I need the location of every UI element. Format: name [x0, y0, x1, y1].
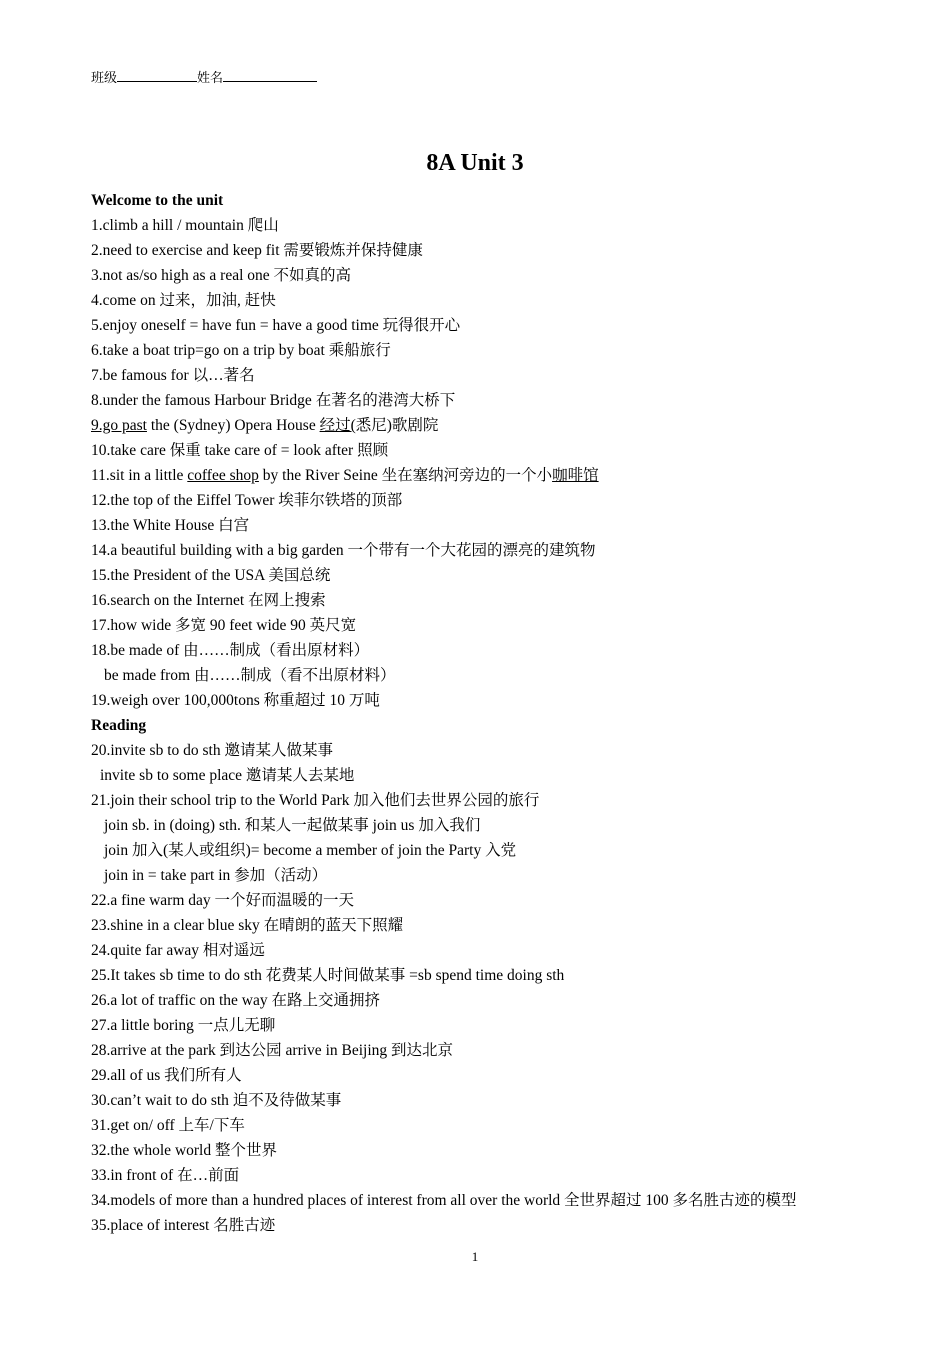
vocab-item: 2.need to exercise and keep fit 需要锻炼并保持健康	[91, 242, 423, 259]
vocab-item: 12.the top of the Eiffel Tower 埃菲尔铁塔的顶部	[91, 492, 403, 509]
vocab-item: 21.join their school trip to the World Park 加入他们去世界公园的旅行	[91, 792, 540, 809]
underlined-phrase: 9.go past	[91, 417, 147, 434]
vocab-item: 15.the President of the USA 美国总统	[91, 567, 331, 584]
page-number: 1	[471, 1249, 479, 1264]
vocab-item: 31.get on/ off 上车/下车	[91, 1117, 245, 1134]
vocab-item: 13.the White House 白宫	[91, 517, 250, 534]
vocab-item: 33.in front of 在…前面	[91, 1167, 240, 1184]
vocab-item: 8.under the famous Harbour Bridge 在著名的港湾大桥下	[91, 392, 456, 409]
vocab-item: 16.search on the Internet 在网上搜索	[91, 592, 326, 609]
vocab-item: 14.a beautiful building with a big garden 一个带有一个大花园的漂亮的建筑物	[91, 542, 596, 559]
class-blank[interactable]	[117, 68, 197, 82]
vocab-item: 20.invite sb to do sth 邀请某人做某事	[91, 742, 333, 759]
vocab-item: join 加入(某人或组织)= become a member of join the Party 入党	[104, 842, 517, 859]
vocab-item: join in = take part in 参加（活动）	[104, 867, 328, 884]
vocab-item: 27.a little boring 一点儿无聊	[91, 1017, 276, 1034]
vocab-item: be made from 由……制成（看不出原材料）	[104, 667, 396, 684]
section-heading: Welcome to the unit	[91, 192, 224, 209]
vocab-item: 6.take a boat trip=go on a trip by boat 乘船旅行	[91, 342, 391, 359]
vocab-item: 32.the whole world 整个世界	[91, 1142, 277, 1159]
underlined-phrase: 咖啡馆	[552, 467, 599, 484]
vocab-item: 22.a fine warm day 一个好而温暖的一天	[91, 892, 355, 909]
vocab-item: 17.how wide 多宽 90 feet wide 90 英尺宽	[91, 617, 357, 634]
vocab-item: 24.quite far away 相对遥远	[91, 942, 265, 959]
vocab-item: 7.be famous for 以…著名	[91, 367, 255, 384]
vocab-item: 28.arrive at the park 到达公园 arrive in Beijing 到达北京	[91, 1042, 454, 1059]
page-title: 8A Unit 3	[426, 150, 524, 176]
vocab-item: 34.models of more than a hundred places of interest from all over the world 全世界超过 100 多名胜古迹的模型	[91, 1192, 797, 1209]
vocab-item: 25.It takes sb time to do sth 花费某人时间做某事 =sb spend time doing sth	[91, 967, 565, 984]
underlined-phrase: 经过(	[319, 417, 356, 434]
vocab-item: 1.climb a hill / mountain 爬山	[91, 217, 279, 234]
vocab-item: 23.shine in a clear blue sky 在晴朗的蓝天下照耀	[91, 917, 404, 934]
vocab-item: invite sb to some place 邀请某人去某地	[100, 767, 355, 784]
vocab-item: 35.place of interest 名胜古迹	[91, 1217, 276, 1234]
vocab-item: 5.enjoy oneself = have fun = have a good time 玩得很开心	[91, 317, 461, 334]
vocab-item: 18.be made of 由……制成（看出原材料）	[91, 642, 370, 659]
class-label: 班级	[91, 70, 118, 85]
phrase-text: by the River Seine 坐在塞纳河旁边的一个小	[258, 467, 553, 484]
vocab-item: 3.not as/so high as a real one 不如真的高	[91, 267, 352, 284]
vocab-item: 29.all of us 我们所有人	[91, 1067, 242, 1084]
name-label: 姓名	[197, 70, 224, 85]
vocab-item	[91, 463, 921, 488]
phrase-text: 悉尼)歌剧院	[355, 417, 439, 434]
vocab-item: 26.a lot of traffic on the way 在路上交通拥挤	[91, 992, 380, 1009]
vocab-item: 4.come on 过来，加油, 赶快	[91, 292, 276, 309]
vocabulary-list	[91, 188, 921, 1238]
underlined-phrase: coffee shop	[187, 467, 259, 484]
vocab-item: 30.can’t wait to do sth 迫不及待做某事	[91, 1092, 342, 1109]
name-blank[interactable]	[223, 68, 317, 82]
vocab-item: 19.weigh over 100,000tons 称重超过 10 万吨	[91, 692, 380, 709]
section-heading: Reading	[91, 717, 147, 734]
phrase-text: 11.sit in a little	[91, 467, 188, 484]
vocab-item: 10.take care 保重 take care of = look after 照顾	[91, 442, 389, 459]
vocab-item: join sb. in (doing) sth. 和某人一起做某事 join us 加入我们	[104, 817, 481, 834]
phrase-text: the (Sydney) Opera House	[146, 417, 320, 434]
student-info-header	[91, 68, 317, 87]
vocab-item	[91, 413, 921, 438]
